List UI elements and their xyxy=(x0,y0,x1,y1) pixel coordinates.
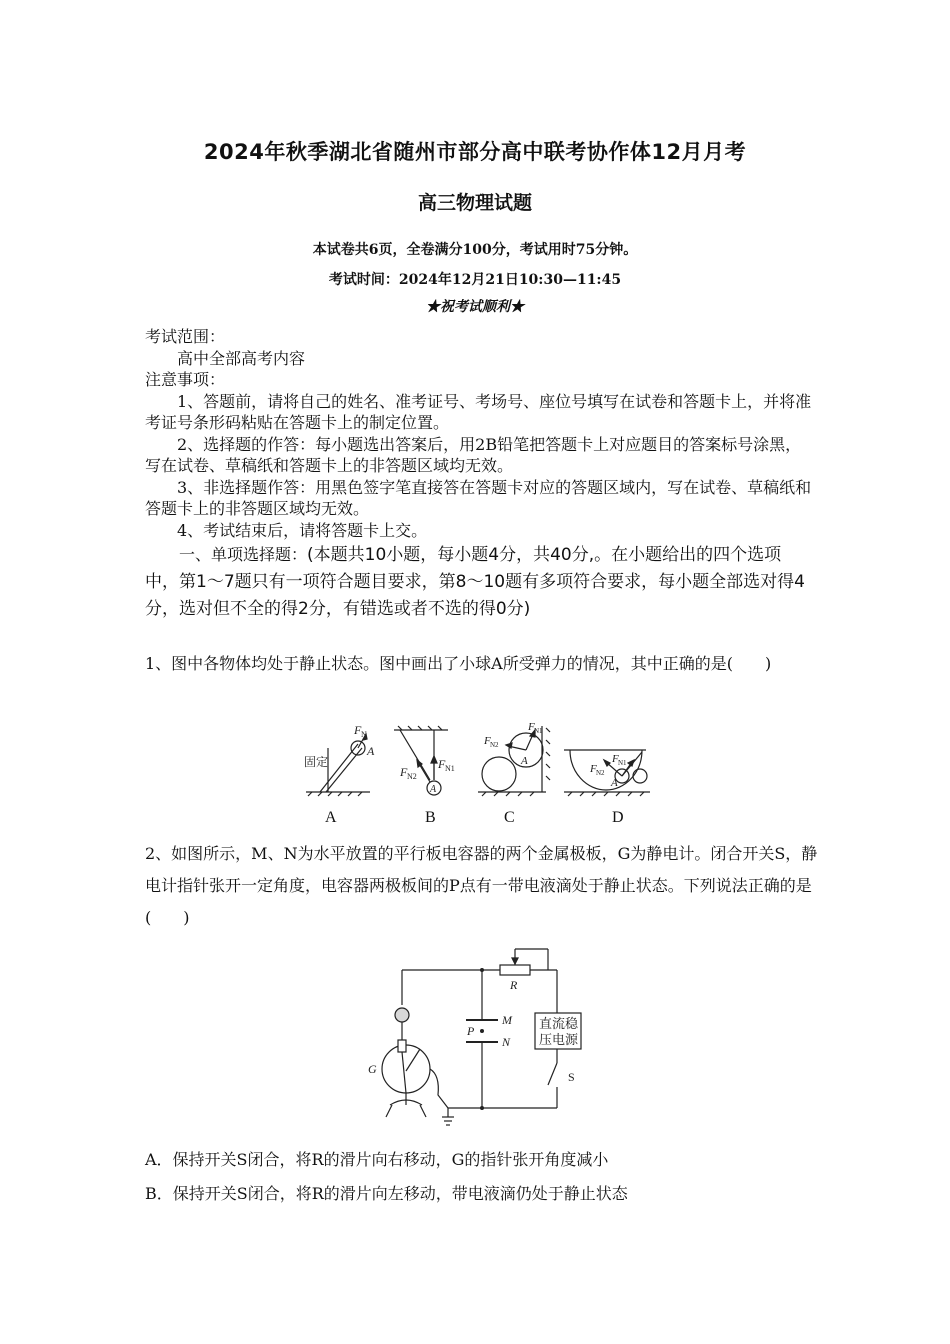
q1-figure-b-force2-sub: N2 xyxy=(407,772,417,781)
q2-option-b: B．保持开关S闭合，将R的滑片向左移动，带电液滴仍处于静止状态 xyxy=(145,1184,628,1203)
q1-figure-c-force2: F xyxy=(484,735,491,747)
q1-figure-d-ball: A xyxy=(611,777,618,789)
note-item: 3、非选择题作答：用黑色签字笔直接答在答题卡对应的答题区域内，写在试卷、草稿纸和答题卡上的非答题区域均无效。 xyxy=(145,477,812,518)
q2-circuit xyxy=(362,945,602,1135)
q1-figure-c-force1: F xyxy=(528,721,535,733)
scope-value: 高中全部高考内容 xyxy=(177,348,306,368)
note-item: 2、选择题的作答：每小题选出答案后，用2B铅笔把答题卡上对应题目的答案标号涂黑，写在试卷、草稿纸和答题卡上的非答题区域均无效。 xyxy=(145,434,802,475)
q1-figure-b-force1: F xyxy=(438,757,446,771)
exam-info-pages: 本试卷共6页，全卷满分100分，考试用时75分钟。 xyxy=(312,242,638,258)
label-p: P xyxy=(467,1024,475,1038)
exam-title: 2024年秋季湖北省随州市部分高中联考协作体12月月考 xyxy=(203,140,747,164)
question-2-text: 2、如图所示，M、N为水平放置的平行板电容器的两个金属极板，G为静电计。闭合开关S，静电计指针张开一定角度，电容器两极板间的P点有一带电液滴处于静止状态。下列说法正确的是( ) xyxy=(145,844,818,927)
q1-label-d: D xyxy=(612,809,624,826)
note-item: 4、考试结束后，请将答题卡上交。 xyxy=(177,520,428,540)
q1-figure-c-force2-sub: N2 xyxy=(490,741,499,749)
notes-block xyxy=(145,326,815,623)
q1-figure-d xyxy=(564,750,650,796)
exam-info-time: 考试时间：2024年12月21日10:30—11:45 xyxy=(328,272,622,288)
source-label-1: 直流稳 xyxy=(539,1016,579,1031)
label-s: S xyxy=(568,1070,575,1084)
q1-figure-d-force1-sub: N1 xyxy=(618,759,627,767)
q1-label-b: B xyxy=(425,809,436,826)
section-text: (本题共10小题，每小题4分，共40分,。在小题给出的四个选项中，第1～7题只有一项符合题目要求，第8～10题有多项符合要求，每小题全部选对得4分，选对但不全的得2分，有错选或者不选的得0分) xyxy=(145,545,805,619)
q1-figure-d-force1: F xyxy=(612,753,619,765)
q1-figure-d-force2: F xyxy=(590,763,597,775)
q1-label-a: A xyxy=(325,809,337,826)
section-prefix: 一、单项选择题： xyxy=(179,545,308,564)
q1-figure-c-ball: A xyxy=(521,755,528,767)
exam-subtitle: 高三物理试题 xyxy=(417,192,532,214)
label-m: M xyxy=(502,1013,512,1027)
source-label-2: 压电源 xyxy=(539,1032,579,1047)
label-n: N xyxy=(502,1035,511,1049)
q1-figure-a-force-sub: N xyxy=(361,730,367,739)
q1-figure-b-ball: A xyxy=(430,784,437,795)
q1-figure-b-force1-sub: N1 xyxy=(445,764,455,773)
rheostat-r xyxy=(500,965,530,975)
q1-figure-b-force2: F xyxy=(400,765,408,779)
q1-figure-d-force2-sub: N2 xyxy=(596,769,605,777)
q1-figure-a-ball: A xyxy=(367,744,375,758)
label-g: G xyxy=(368,1062,377,1076)
exam-wish: ★祝考试顺利★ xyxy=(426,299,524,315)
q1-figure-c-force1-sub: N1 xyxy=(534,727,543,735)
section-heading xyxy=(145,541,815,623)
attention-label: 注意事项： xyxy=(145,370,226,389)
q1-label-c: C xyxy=(504,809,515,826)
q1-figure-a-force: F xyxy=(354,723,362,737)
question-1-text: 1、图中各物体均处于静止状态。图中画出了小球A所受弹力的情况，其中正确的是( ) xyxy=(145,654,772,673)
note-item: 1、答题前，请将自己的姓名、准考证号、考场号、座位号填写在试卷和答题卡上，并将准考证号条形码粘贴在答题卡上的制定位置。 xyxy=(145,391,812,432)
q1-figure-a-fixed: 固定 xyxy=(304,755,329,769)
q2-option-a: A．保持开关S闭合，将R的滑片向右移动，G的指针张开角度减小 xyxy=(145,1150,609,1169)
label-r: R xyxy=(510,978,518,992)
scope-label: 考试范围： xyxy=(145,327,226,346)
q1-figures xyxy=(300,718,660,800)
